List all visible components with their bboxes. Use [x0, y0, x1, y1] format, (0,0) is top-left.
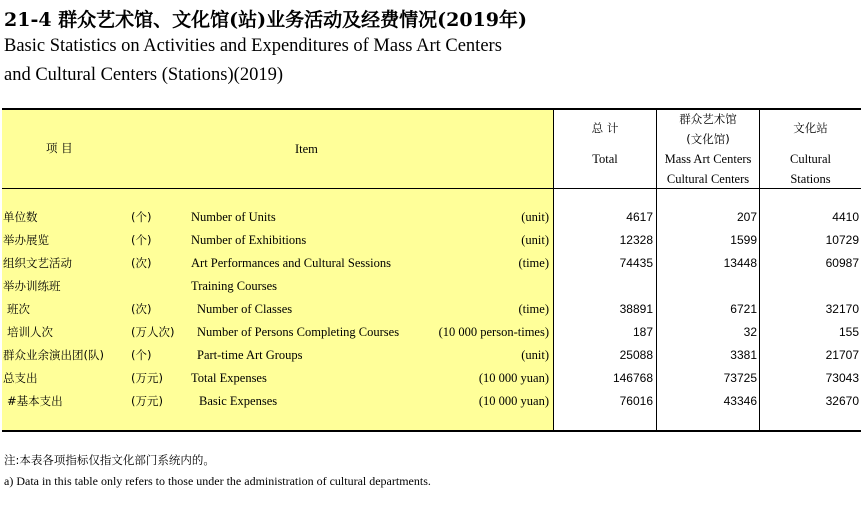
row-unit-zh: (万元) [131, 371, 163, 385]
row-label-zh: 单位数 [3, 210, 38, 224]
row-unit-zh: (个) [131, 233, 152, 247]
cell-cultural-stations: 32170 [825, 302, 859, 316]
row-label-zh: #基本支出 [7, 394, 63, 408]
row-label-zh: 群众业余演出团(队) [3, 348, 104, 362]
cell-cultural-stations: 4410 [832, 210, 859, 224]
row-unit-en: (time) [518, 302, 549, 316]
row-label-zh: 班次 [7, 302, 30, 316]
cell-mass-art-centers: 3381 [730, 348, 757, 362]
table-title-en-line1: Basic Statistics on Activities and Expenditures of Mass Art Centers [4, 36, 502, 56]
table-title-zh: 21-4 群众艺术馆、文化馆(站)业务活动及经费情况(2019年) [4, 9, 528, 31]
statistics-table [2, 108, 861, 432]
cell-cultural-stations: 21707 [825, 348, 859, 362]
cell-mass-art-centers: 207 [736, 210, 757, 224]
header-total-zh: 总 计 [591, 121, 619, 135]
row-unit-zh: (万人次) [131, 325, 175, 339]
cell-total: 4617 [626, 210, 653, 224]
table-row [2, 252, 861, 275]
table-row [2, 229, 861, 252]
cell-mass-art-centers: 13448 [723, 256, 757, 270]
cell-total: 12328 [619, 233, 653, 247]
table-row [2, 344, 861, 367]
cell-mass-art-centers: 1599 [730, 233, 757, 247]
table-row [2, 367, 861, 390]
cell-mass-art-centers: 32 [743, 325, 757, 339]
row-label-en: Number of Persons Completing Courses [197, 325, 400, 339]
cell-total: 146768 [612, 371, 653, 385]
header-mass-zh-2: (文化馆) [686, 132, 730, 146]
cell-mass-art-centers: 43346 [723, 394, 757, 408]
table-bottom-rule [2, 430, 861, 432]
row-label-zh: 总支出 [3, 371, 38, 385]
row-label-zh: 组织文艺活动 [3, 256, 72, 270]
table-row [2, 275, 861, 298]
footnote-en: a) Data in this table only refers to those under the administration of cultural departments. [4, 474, 431, 488]
row-label-en: Number of Units [191, 210, 276, 224]
cell-cultural-stations: 10729 [825, 233, 859, 247]
cell-total: 38891 [619, 302, 653, 316]
cell-cultural-stations: 32670 [825, 394, 859, 408]
header-item-en: Item [295, 142, 318, 156]
cell-total: 76016 [619, 394, 653, 408]
row-label-en: Basic Expenses [199, 394, 278, 408]
table-row [2, 206, 861, 229]
row-unit-en: (10 000 person-times) [438, 325, 549, 339]
cell-cultural-stations: 60987 [825, 256, 859, 270]
row-label-zh: 举办训练班 [3, 279, 61, 293]
header-station-en-1: Cultural [790, 152, 831, 166]
table-row [2, 298, 861, 321]
cell-mass-art-centers: 73725 [723, 371, 757, 385]
row-label-en: Number of Exhibitions [191, 233, 307, 247]
cell-cultural-stations: 73043 [825, 371, 859, 385]
header-item-zh: 项 目 [46, 141, 73, 155]
row-unit-en: (10 000 yuan) [478, 394, 549, 408]
row-label-en: Part-time Art Groups [197, 348, 303, 362]
header-mass-en-1: Mass Art Centers [664, 152, 752, 166]
row-label-zh: 举办展览 [3, 233, 49, 247]
cell-cultural-stations: 155 [838, 325, 859, 339]
cell-total: 187 [632, 325, 653, 339]
row-label-zh: 培训人次 [7, 325, 53, 339]
footnote-zh: 注:本表各项指标仅指文化部门系统内的。 [4, 453, 215, 467]
row-unit-en: (10 000 yuan) [478, 371, 549, 385]
header-mass-zh-1: 群众艺术馆 [679, 112, 737, 126]
header-station-en-2: Stations [790, 172, 831, 186]
cell-total: 74435 [619, 256, 653, 270]
row-unit-en: (unit) [521, 348, 549, 362]
row-unit-zh: (万元) [131, 394, 163, 408]
cell-mass-art-centers: 6721 [730, 302, 757, 316]
table-title-en-line2: and Cultural Centers (Stations)(2019) [4, 65, 283, 85]
table-row [2, 390, 861, 413]
row-unit-en: (time) [518, 256, 549, 270]
row-label-en: Total Expenses [191, 371, 267, 385]
row-label-en: Training Courses [191, 279, 278, 293]
row-label-en: Art Performances and Cultural Sessions [191, 256, 391, 270]
row-unit-zh: (个) [131, 348, 152, 362]
header-mass-en-2: Cultural Centers [666, 172, 750, 186]
row-unit-en: (unit) [521, 210, 549, 224]
row-unit-zh: (次) [131, 302, 152, 316]
header-total-en: Total [592, 152, 618, 166]
cell-total: 25088 [619, 348, 653, 362]
row-unit-en: (unit) [521, 233, 549, 247]
row-unit-zh: (个) [131, 210, 152, 224]
header-station-zh: 文化站 [793, 121, 828, 135]
table-row [2, 321, 861, 344]
row-unit-zh: (次) [131, 256, 152, 270]
row-label-en: Number of Classes [197, 302, 293, 316]
